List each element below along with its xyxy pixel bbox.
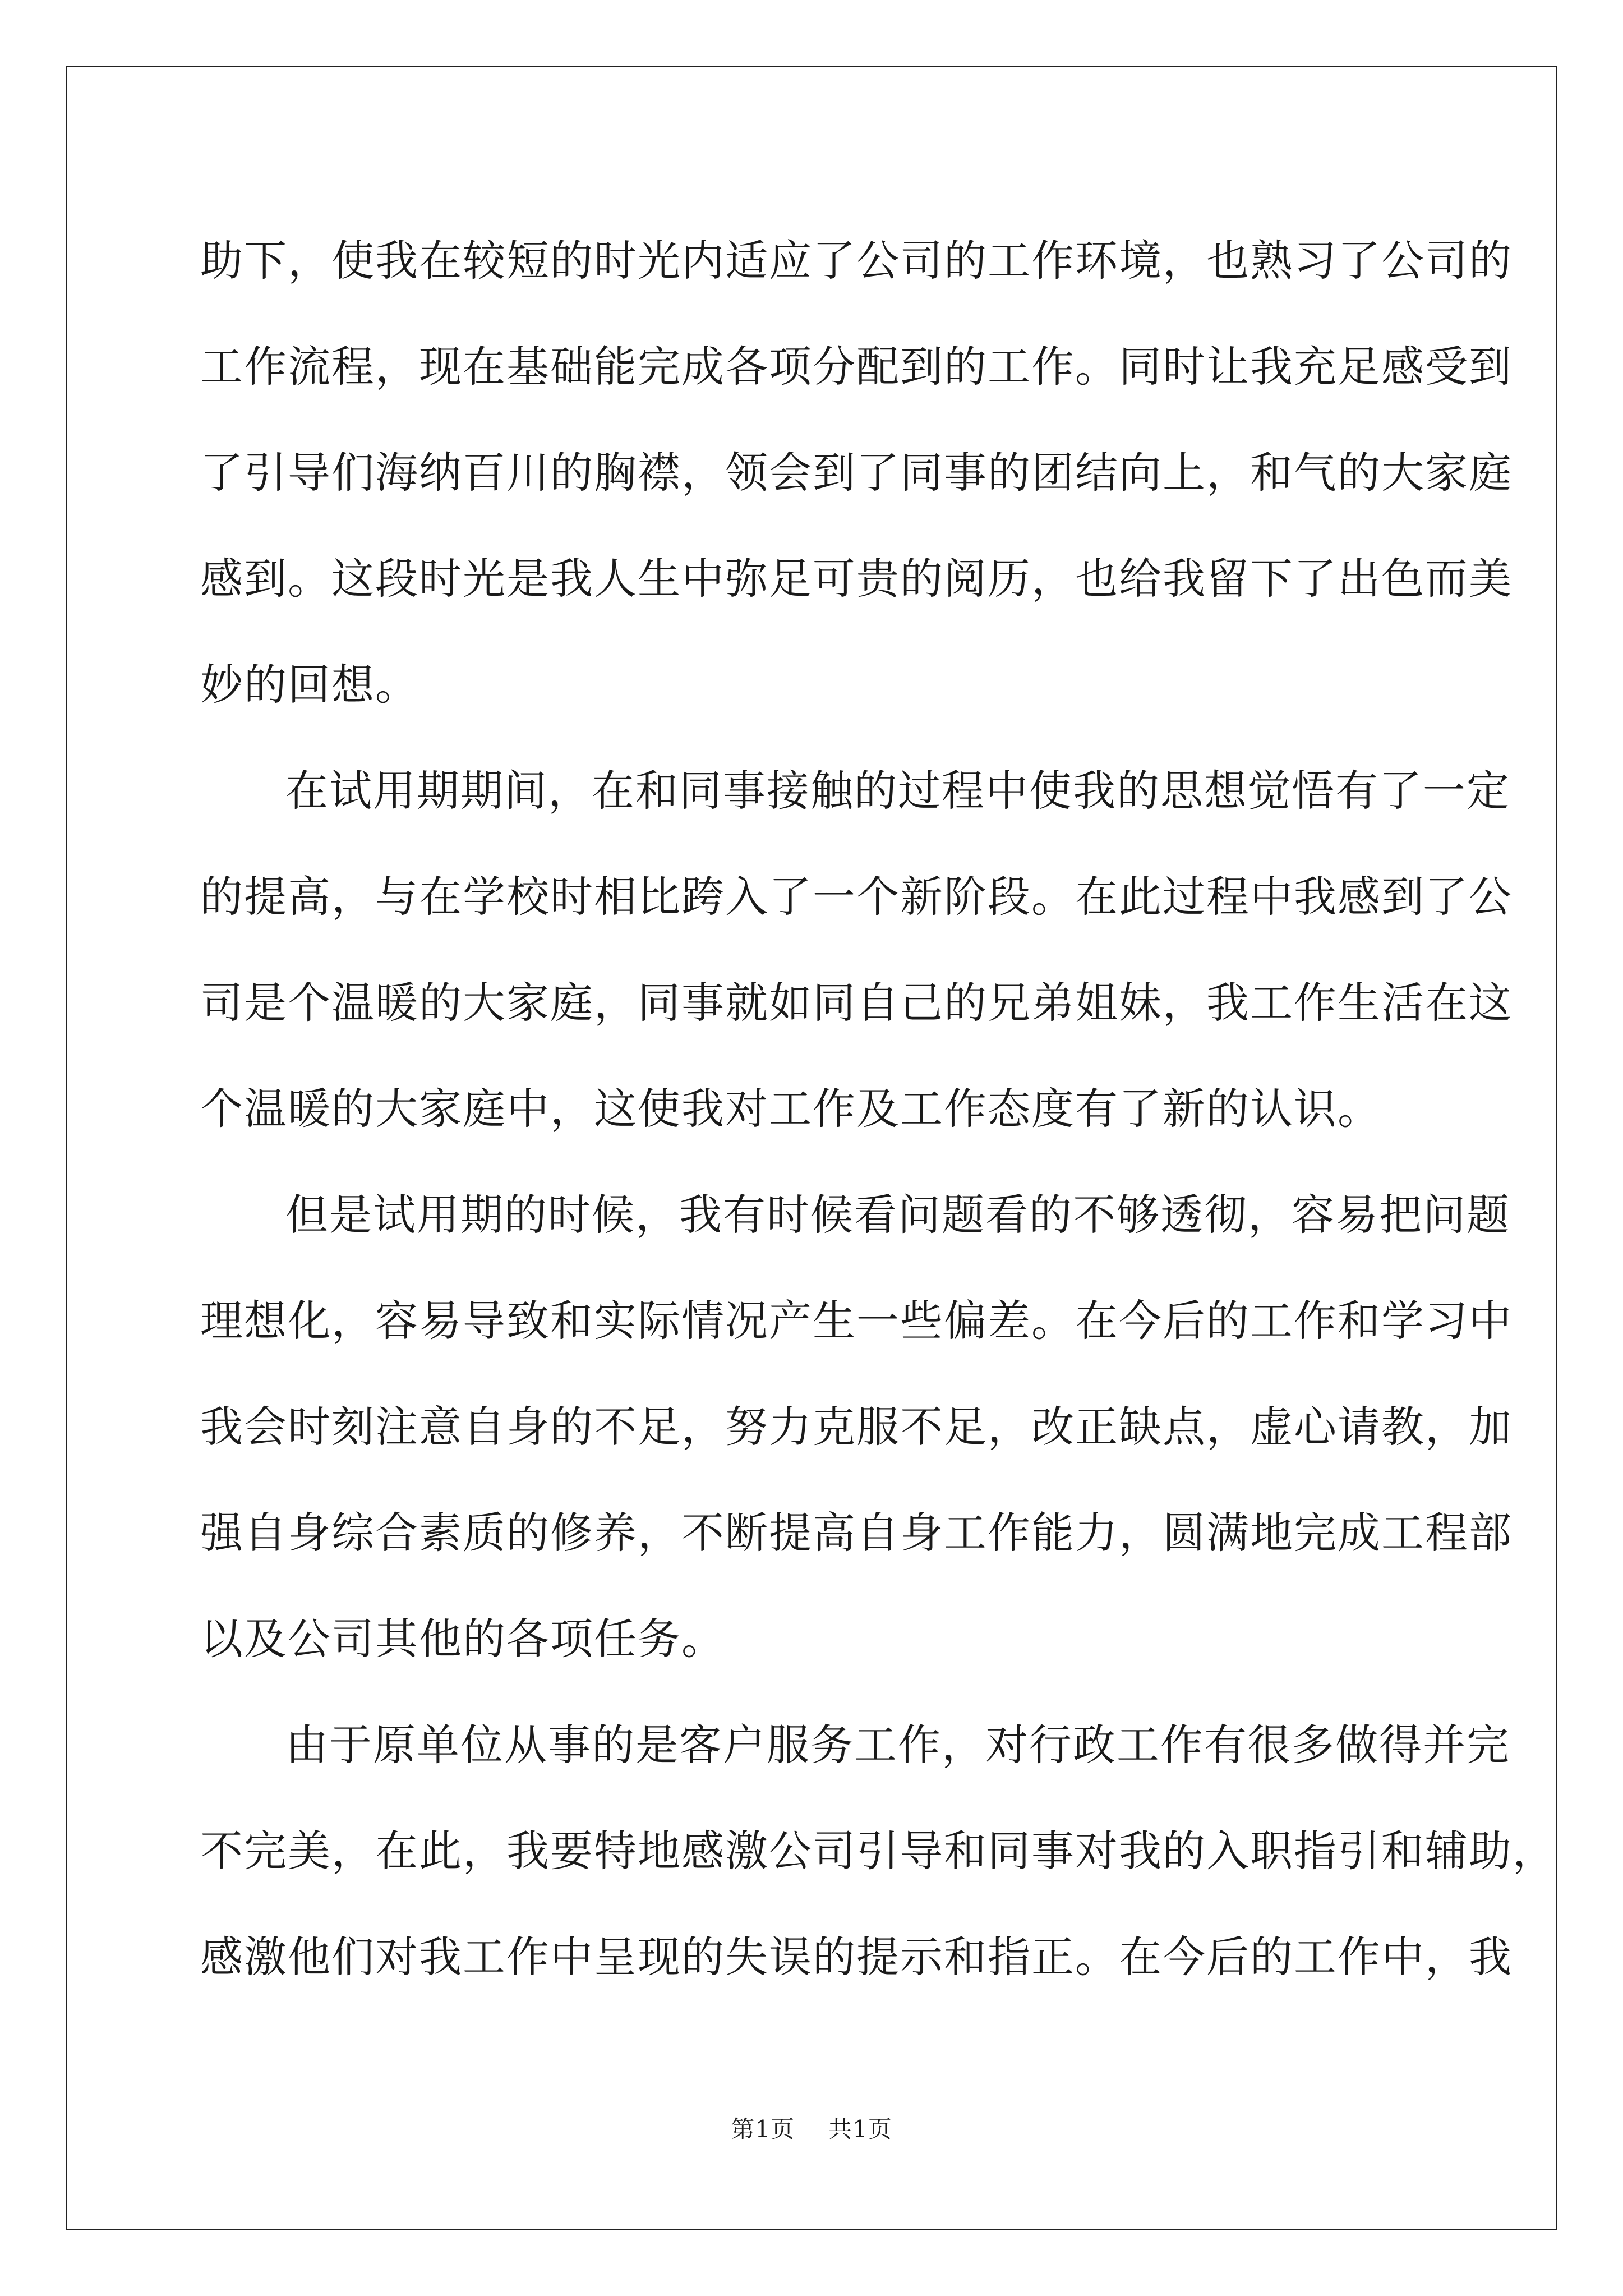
text-line: 我会时刻注意自身的不足，努力克服不足，改正缺点，虚心请教，加 bbox=[200, 1402, 1513, 1452]
text-line: 由于原单位从事的是客户服务工作，对行政工作有很多做得并完 bbox=[285, 1720, 1510, 1770]
text-line: 妙的回想。 bbox=[200, 660, 419, 710]
page-number: 第1页 bbox=[731, 2115, 795, 2143]
text-line: 司是个温暖的大家庭，同事就如同自己的兄弟姐妹，我工作生活在这 bbox=[200, 978, 1513, 1028]
document-body bbox=[200, 208, 1556, 2010]
text-line: 感激他们对我工作中呈现的失误的提示和指正。在今后的工作中，我 bbox=[200, 1932, 1513, 1982]
text-line: 个温暖的大家庭中，这使我对工作及工作态度有了新的认识。 bbox=[200, 1084, 1381, 1134]
text-line: 在试用期期间，在和同事接触的过程中使我的思想觉悟有了一定 bbox=[285, 766, 1510, 816]
text-line: 理想化，容易导致和实际情况产生一些偏差。在今后的工作和学习中 bbox=[200, 1296, 1513, 1346]
text-line: 以及公司其他的各项任务。 bbox=[200, 1614, 725, 1664]
page-total: 共1页 bbox=[828, 2115, 892, 2143]
text-line: 不完美，在此，我要特地感激公司引导和同事对我的入职指引和辅助， bbox=[200, 1826, 1556, 1876]
text-line: 了引导们海纳百川的胸襟，领会到了同事的团结向上，和气的大家庭 bbox=[200, 448, 1513, 498]
page-footer bbox=[0, 2111, 1623, 2145]
text-line: 的提高，与在学校时相比跨入了一个新阶段。在此过程中我感到了公 bbox=[200, 872, 1513, 922]
text-line: 感到。这段时光是我人生中弥足可贵的阅历，也给我留下了出色而美 bbox=[200, 554, 1513, 604]
text-line: 强自身综合素质的修养，不断提高自身工作能力，圆满地完成工程部 bbox=[200, 1508, 1513, 1558]
text-line: 助下，使我在较短的时光内适应了公司的工作环境，也熟习了公司的 bbox=[200, 236, 1513, 286]
text-line: 但是试用期的时候，我有时候看问题看的不够透彻，容易把问题 bbox=[285, 1190, 1510, 1240]
text-line: 工作流程，现在基础能完成各项分配到的工作。同时让我充足感受到 bbox=[200, 342, 1513, 392]
